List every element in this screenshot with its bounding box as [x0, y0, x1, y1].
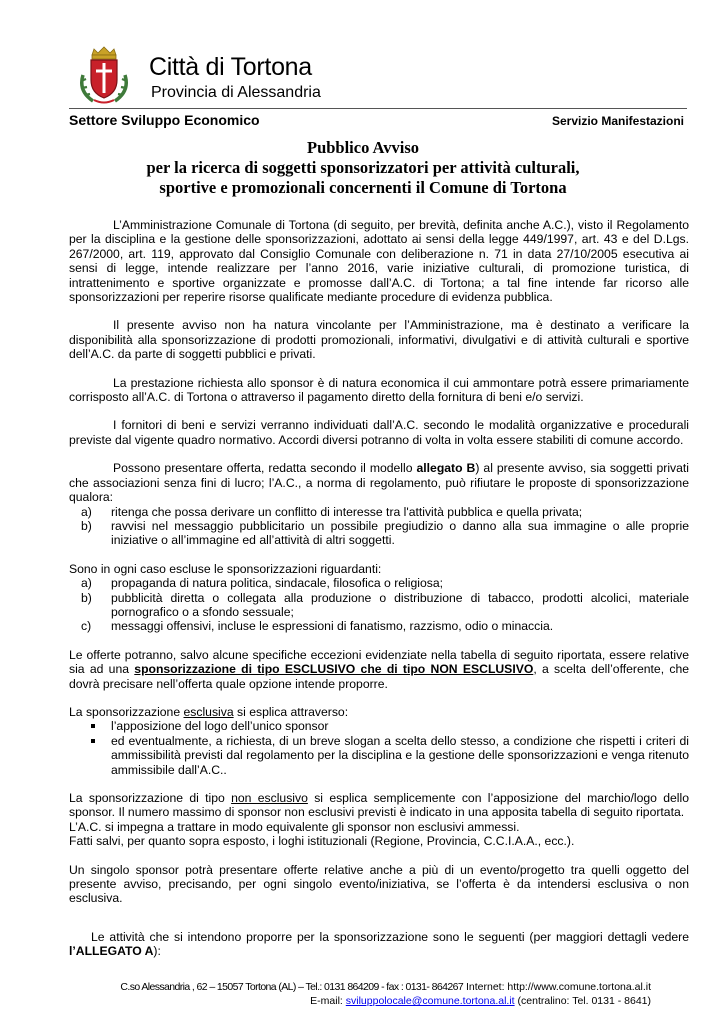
refusal-conditions-list — [69, 505, 689, 548]
paragraph-7 — [69, 648, 689, 691]
email-link[interactable]: sviluppolocale@comune.tortona.al.it — [345, 995, 515, 1007]
list-item — [69, 519, 689, 548]
exclusive-sponsorship-list — [69, 719, 689, 777]
list-item-text: ritenga che possa derivare un conflitto di interesse tra l'attività pubblica e quella privata; — [111, 504, 583, 519]
list-item — [69, 734, 689, 777]
paragraph-3: La prestazione richiesta allo sponsor è di natura economica il cui ammontare potrà essere primariamente corrisposto all’A.C. di Tortona o attraverso il pagamento diretto della fornitura di beni e/o servizi. — [69, 375, 689, 405]
title-line-3: sportive e promozionali concernenti il Comune di Tortona — [159, 178, 567, 197]
list-item — [69, 591, 689, 620]
notice-body — [69, 218, 689, 959]
list-item — [69, 719, 689, 733]
list-item-text: messaggi offensivi, incluse le espressioni di fanatismo, razzismo, odio o minaccia. — [111, 619, 554, 634]
paragraph-5 — [69, 461, 689, 504]
paragraph-9-line-2: L’A.C. si impegna a trattare in modo equivalente gli sponsor non esclusivi ammessi. — [69, 819, 520, 834]
title-line-2: per la ricerca di soggetti sponsorizzatori per attività culturali, — [146, 158, 580, 177]
paragraph-5-text: Possono presentare offerta, redatta secondo il modello — [113, 461, 417, 476]
paragraph-5-text-end: ) al presente avviso, sia soggetti privati che associazioni senza fini di lucro; l’A.C., a norma di regolamento, può rifiutare le proposte di sponsorizzazione qualora: — [69, 461, 690, 505]
paragraph-11 — [69, 930, 689, 959]
list-item-text: ravvisi nel messaggio pubblicitario un possibile pregiudizio o danno alla sua immagine o alle proprie iniziative o all’immagine ed all’attività di altri soggetti. — [111, 518, 689, 548]
paragraph-11-text: Le attività che si intendono proporre per la sponsorizzazione sono le seguenti (per maggiori dettagli vedere — [91, 929, 689, 944]
page-footer — [69, 980, 651, 1008]
list-item — [69, 619, 689, 633]
paragraph-4: I fornitori di beni e servizi verranno individuati dall’A.C. secondo le modalità organizzative e procedurali previste dal vigente quadro normativo. Accordi diversi potranno di volta in volta essere stabiliti di comune accordo. — [69, 418, 689, 447]
province-name: Provincia di Alessandria — [151, 84, 321, 101]
allegato-a-reference: l’ALLEGATO A — [69, 944, 154, 959]
footer-website: Internet: http://www.comune.tortona.al.it — [463, 981, 651, 993]
list-item — [69, 505, 689, 519]
allegato-b-reference: allegato B — [416, 461, 476, 476]
sector-label: Settore Sviluppo Economico — [69, 112, 260, 128]
list-marker: b) — [81, 590, 92, 605]
notice-title — [69, 138, 657, 198]
paragraph-8 — [69, 705, 689, 719]
list-marker: a) — [81, 504, 92, 519]
list-marker: c) — [81, 619, 92, 634]
paragraph-10: Un singolo sponsor potrà presentare offerte relative anche a più di un evento/progetto tra quelli oggetto del presente avviso, precisando, per ogni singolo evento/iniziativa, se l’offerta è da intendersi esclusiva o non esclusiva. — [69, 862, 689, 906]
service-label: Servizio Manifestazioni — [551, 114, 684, 128]
paragraph-9-text-end: si esplica semplicemente con l’apposizione del marchio/logo dello sponsor. Il numero massimo di sponsor non esclusivi previsti è indicato in una apposita tabella di seguito riportata. — [69, 791, 689, 820]
paragraph-2: Il presente avviso non ha natura vincolante per l’Amministrazione, ma è destinato a verificare la disponibilità alla sponsorizzazione di prodotti promozionali, informativi, divulgativi e di attività culturali e sportive dell’A.C. da parte di soggetti pubblici e privati. — [69, 318, 689, 362]
square-bullet-icon — [91, 739, 95, 743]
footer-line-1 — [69, 980, 651, 994]
paragraph-8-text: La sponsorizzazione — [69, 704, 184, 719]
list-item-text: pubblicità diretta o collegata alla produzione o distribuzione di tabacco, prodotti alcolici, materiale pornografico o a sfondo sessuale; — [111, 590, 689, 619]
list-item-text: l’apposizione del logo dell’unico sponsor — [111, 719, 329, 734]
paragraph-9-line-3: Fatti salvi, per quanto sopra esposto, i loghi istituzionali (Regione, Provincia, C.C.I.A.A., ecc.). — [69, 834, 575, 849]
list-item-text: propaganda di natura politica, sindacale, filosofica o religiosa; — [111, 576, 443, 591]
paragraph-8-text-end: si esplica attraverso: — [233, 704, 349, 719]
square-bullet-icon — [91, 724, 95, 728]
footer-line-2 — [69, 994, 651, 1008]
city-name: Città di Tortona — [149, 53, 312, 81]
footer-address: C.so Alessandria , 62 – 15057 Tortona (AL) – Tel.: 0131 864209 - fax : 0131- 864267 — [120, 981, 464, 993]
sponsorship-type-emphasis: sponsorizzazione di tipo ESCLUSIVO che di tipo NON ESCLUSIVO — [134, 662, 534, 677]
paragraph-11-text-end: ): — [153, 944, 161, 959]
exclusive-term: esclusiva — [183, 704, 234, 719]
paragraph-7-text-end: , a scelta dell’offerente, che dovrà precisare nell’offerta quale opzione intende proporre. — [69, 662, 689, 691]
footer-email-label: E-mail: — [310, 995, 346, 1007]
title-line-1: Pubblico Avviso — [306, 138, 419, 157]
paragraph-7-text: Le offerte potranno, salvo alcune specifiche eccezioni evidenziate nella tabella di seguito riportata, essere relative sia ad una — [69, 647, 689, 677]
list-marker: a) — [81, 576, 92, 591]
paragraph-9-text: La sponsorizzazione di tipo — [69, 791, 232, 805]
excluded-sponsorships-list — [69, 576, 689, 634]
non-exclusive-term: non esclusivo — [231, 791, 308, 805]
list-item — [69, 576, 689, 590]
header-divider — [69, 108, 687, 109]
coat-of-arms-icon — [77, 45, 131, 105]
list-marker: b) — [81, 518, 92, 533]
paragraph-1: L’Amministrazione Comunale di Tortona (di seguito, per brevità, definita anche A.C.), visto il Regolamento per la disciplina e la gestione delle sponsorizzazioni, adottato ai sensi della legge 449/1997, art. 43 e del D.Lgs. 267/2000, art. 119, approvato dal Consiglio Comunale con deliberazione n. 71 in data 27/10/2005 esecutiva ai sensi di legge, intende realizzare per l’anno 2016, varie iniziative culturali, di promozione turistica, di intrattenimento e sportive organizzate e promosse dall’A.C. di Tortona; a tal fine intende far ricorso alle sponsorizzazioni per reperire risorse qualificate mediante procedure di evidenza pubblica. — [69, 218, 689, 305]
footer-switchboard: (centralino: Tel. 0131 - 8641) — [514, 995, 651, 1007]
paragraph-9 — [69, 791, 689, 820]
paragraph-6: Sono in ogni caso escluse le sponsorizzazioni riguardanti: — [69, 561, 382, 576]
list-item-text: ed eventualmente, a richiesta, di un breve slogan a scelta dello stesso, a condizione che rispetti i criteri di ammissibilità previsti dal regolamento per la disciplina e la gestione delle sponsorizzazioni e venga ritenuto ammissibile dall’A.C.. — [111, 733, 689, 777]
